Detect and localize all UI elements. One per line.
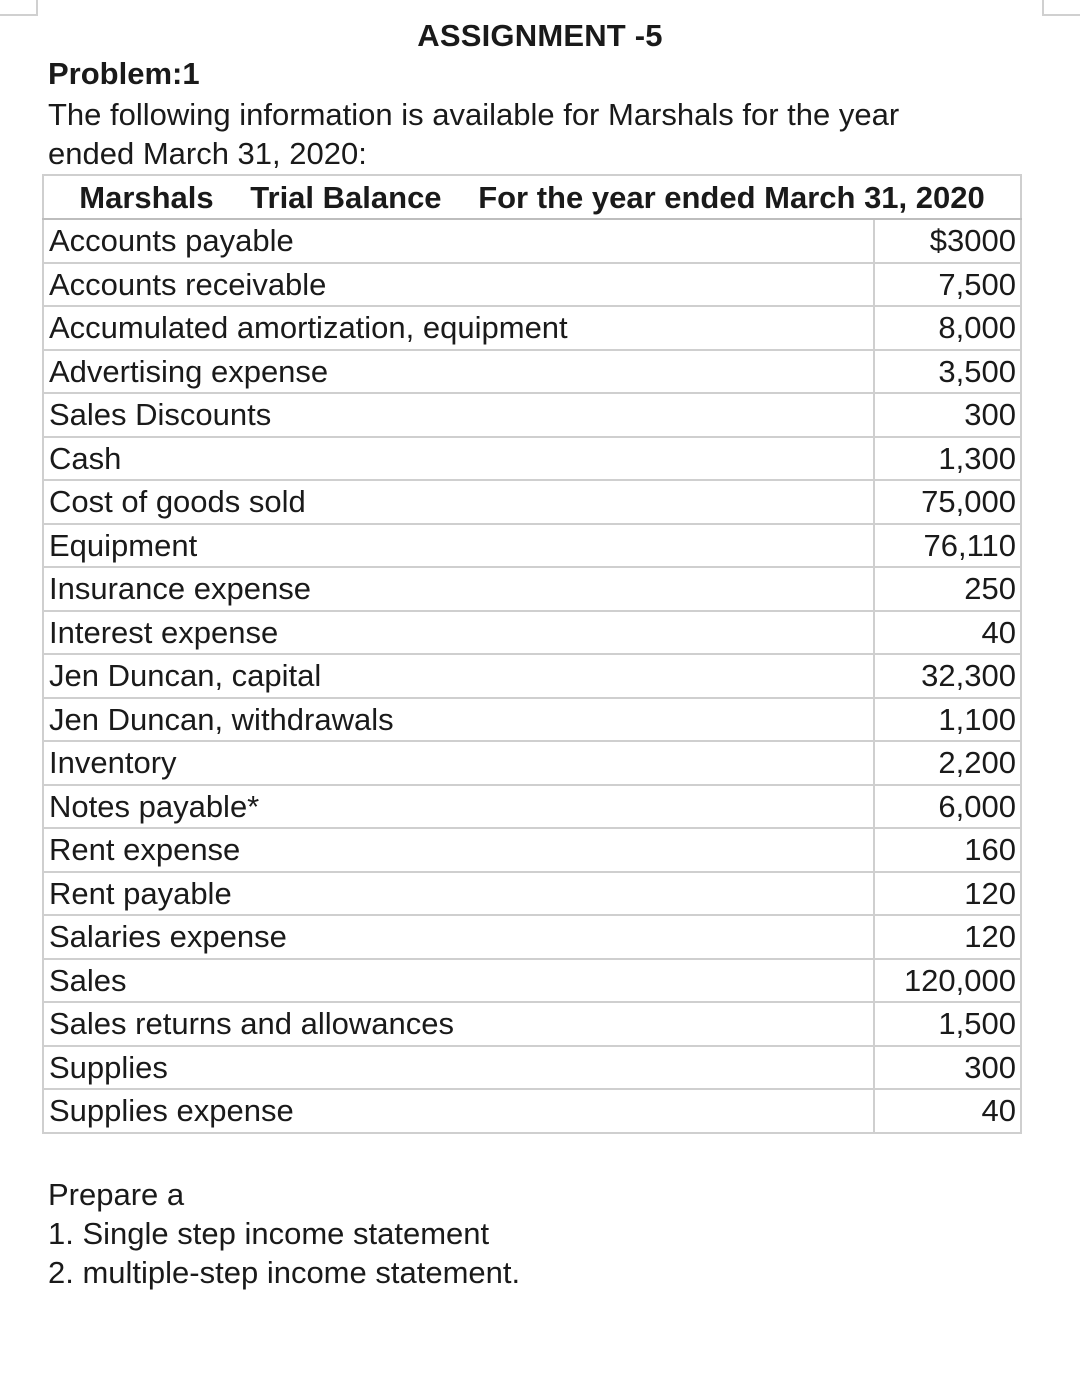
account-name: Accumulated amortization, equipment (43, 306, 874, 350)
account-amount: 32,300 (874, 654, 1021, 698)
account-amount: 300 (874, 1046, 1021, 1090)
problem-label: Problem:1 (48, 56, 200, 91)
account-amount: 8,000 (874, 306, 1021, 350)
intro-line-1: The following information is available for Marshals for the year (48, 97, 900, 132)
table-row (43, 219, 1021, 263)
table-row (43, 524, 1021, 568)
account-amount: 300 (874, 393, 1021, 437)
header-statement: Trial Balance (250, 179, 442, 215)
table-row (43, 741, 1021, 785)
account-amount: 1,300 (874, 437, 1021, 481)
table-row (43, 393, 1021, 437)
account-name: Salaries expense (43, 915, 874, 959)
account-amount: 1,500 (874, 1002, 1021, 1046)
account-amount: 75,000 (874, 480, 1021, 524)
account-name: Supplies expense (43, 1089, 874, 1133)
account-name: Sales Discounts (43, 393, 874, 437)
account-amount: 76,110 (874, 524, 1021, 568)
trial-balance-table (42, 174, 1022, 1134)
intro-line-2: ended March 31, 2020: (48, 136, 367, 171)
account-name: Rent payable (43, 872, 874, 916)
table-row (43, 611, 1021, 655)
assignment-title: ASSIGNMENT -5 (417, 18, 663, 53)
table-row (43, 567, 1021, 611)
account-name: Advertising expense (43, 350, 874, 394)
account-amount: 40 (874, 611, 1021, 655)
trial-balance-header (43, 175, 1021, 219)
table-row (43, 1089, 1021, 1133)
instruction-item-1: 1. Single step income statement (48, 1216, 490, 1251)
account-name: Jen Duncan, capital (43, 654, 874, 698)
table-row (43, 1002, 1021, 1046)
table-row (43, 915, 1021, 959)
table-row (43, 437, 1021, 481)
account-name: Equipment (43, 524, 874, 568)
account-amount: 7,500 (874, 263, 1021, 307)
table-row (43, 785, 1021, 829)
page-corner-left (0, 0, 38, 16)
account-amount: 250 (874, 567, 1021, 611)
account-name: Accounts payable (43, 219, 874, 263)
account-amount: 120 (874, 915, 1021, 959)
table-row (43, 1046, 1021, 1090)
account-amount: 120 (874, 872, 1021, 916)
table-row (43, 350, 1021, 394)
instructions-lead: Prepare a (48, 1177, 185, 1212)
account-amount: 160 (874, 828, 1021, 872)
account-amount: 40 (874, 1089, 1021, 1133)
account-amount: 6,000 (874, 785, 1021, 829)
account-name: Accounts receivable (43, 263, 874, 307)
table-row (43, 698, 1021, 742)
header-company: Marshals (79, 179, 214, 215)
table-row (43, 263, 1021, 307)
account-name: Inventory (43, 741, 874, 785)
page-corner-right (1042, 0, 1080, 16)
account-amount: 2,200 (874, 741, 1021, 785)
table-row (43, 306, 1021, 350)
account-amount: 3,500 (874, 350, 1021, 394)
account-name: Cost of goods sold (43, 480, 874, 524)
account-name: Interest expense (43, 611, 874, 655)
trial-balance-body (43, 175, 1021, 1133)
table-row (43, 872, 1021, 916)
account-name: Rent expense (43, 828, 874, 872)
instruction-item-2: 2. multiple-step income statement. (48, 1255, 521, 1290)
account-amount: 120,000 (874, 959, 1021, 1003)
account-name: Insurance expense (43, 567, 874, 611)
table-row (43, 654, 1021, 698)
table-row (43, 828, 1021, 872)
account-name: Supplies (43, 1046, 874, 1090)
account-amount: 1,100 (874, 698, 1021, 742)
problem-intro (48, 95, 1008, 173)
account-name: Jen Duncan, withdrawals (43, 698, 874, 742)
account-name: Notes payable* (43, 785, 874, 829)
trial-balance-header-row (43, 175, 1021, 219)
account-name: Cash (43, 437, 874, 481)
account-name: Sales returns and allowances (43, 1002, 874, 1046)
header-period: For the year ended March 31, 2020 (478, 179, 985, 215)
table-row (43, 480, 1021, 524)
table-row (43, 959, 1021, 1003)
account-name: Sales (43, 959, 874, 1003)
account-amount: $3000 (874, 219, 1021, 263)
instructions (48, 1175, 520, 1292)
